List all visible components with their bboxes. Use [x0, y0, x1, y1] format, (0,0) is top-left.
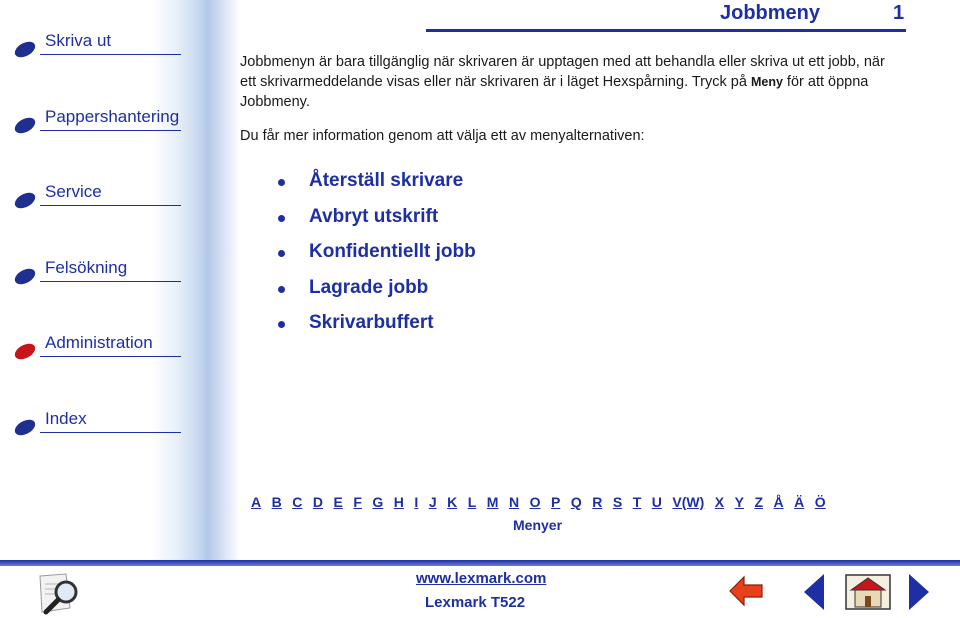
index-letter-link[interactable]: M [486, 494, 499, 510]
menyer-link[interactable]: Menyer [513, 517, 563, 533]
index-letter-link[interactable]: E [333, 494, 343, 510]
menu-option-avbryt-utskrift[interactable] [278, 206, 476, 242]
menu-option-label: Skrivarbuffert [309, 312, 434, 333]
bullet-icon [278, 215, 285, 222]
index-letter-link[interactable]: Å [773, 494, 784, 510]
index-letter-link[interactable]: Z [754, 494, 764, 510]
index-letter-link[interactable]: B [271, 494, 282, 510]
menu-key-label: Meny [750, 75, 783, 89]
index-letter-link[interactable]: F [353, 494, 362, 510]
lexmark-url-link[interactable]: www.lexmark.com [416, 570, 547, 587]
bullet-icon [278, 321, 285, 328]
divider [40, 356, 181, 357]
intro-paragraph [240, 52, 890, 112]
index-letter-link[interactable]: X [714, 494, 725, 510]
menu-option-label: Återställ skrivare [309, 170, 464, 191]
header-rule [426, 29, 906, 32]
sidebar-item-label: Service [45, 182, 102, 201]
sidebar-item-label: Skriva ut [45, 31, 112, 50]
bullet-icon [278, 286, 285, 293]
instruction-paragraph: Du får mer information genom att välja ett av menyalternativen: [240, 128, 645, 144]
alphabet-index [251, 494, 901, 510]
index-letter-link[interactable]: O [529, 494, 541, 510]
index-letter-link[interactable]: R [592, 494, 603, 510]
index-letter-link[interactable]: A [251, 494, 262, 510]
sidebar-item-administration[interactable] [14, 333, 184, 363]
divider [40, 130, 181, 131]
index-letter-link[interactable]: U [651, 494, 662, 510]
page-number: 1 [893, 2, 905, 24]
menu-option-lagrade-jobb[interactable] [278, 277, 476, 313]
nav-bullet-icon [12, 266, 38, 288]
previous-page-icon[interactable] [802, 572, 826, 612]
index-letter-link[interactable]: H [393, 494, 404, 510]
sidebar-item-skriva-ut[interactable] [14, 31, 184, 61]
menu-option-label: Avbryt utskrift [309, 205, 439, 227]
next-page-icon[interactable] [907, 572, 931, 612]
back-arrow-icon[interactable] [728, 574, 764, 608]
sidebar-item-felsokning[interactable] [14, 258, 184, 288]
product-name: Lexmark T522 [425, 594, 526, 611]
menu-option-konfidentiellt-jobb[interactable] [278, 241, 476, 277]
index-letter-link[interactable]: Q [570, 494, 582, 510]
menu-option-label: Lagrade jobb [309, 276, 429, 298]
index-letter-link[interactable]: Ö [814, 494, 826, 510]
sidebar-item-label: Index [45, 409, 87, 428]
menu-option-list [278, 170, 476, 348]
nav-bullet-icon [12, 417, 38, 439]
index-letter-link[interactable]: L [467, 494, 477, 510]
footer-bar [0, 560, 960, 618]
divider [40, 54, 181, 55]
nav-bullet-icon [12, 190, 38, 212]
bullet-icon [278, 250, 285, 257]
sidebar-item-label: Administration [45, 333, 153, 352]
divider [40, 281, 181, 282]
sidebar-item-label: Felsökning [45, 258, 128, 277]
home-icon[interactable] [845, 574, 891, 610]
menu-option-skrivarbuffert[interactable] [278, 312, 476, 348]
index-letter-link[interactable]: Ä [794, 494, 805, 510]
divider [40, 432, 181, 433]
index-letter-link[interactable]: K [447, 494, 458, 510]
index-letter-link[interactable]: V(W) [672, 494, 705, 510]
index-letter-link[interactable]: N [508, 494, 520, 510]
index-letter-link[interactable]: P [550, 494, 561, 510]
intro-text: Jobbmenyn är bara tillgänglig när skrivaren är upptagen med att behandla eller skriva ut ett jobb, när ett skrivarmeddelande visas eller när skrivaren är i läget Hexspårning. Tryck på [240, 54, 885, 90]
index-letter-link[interactable]: J [428, 494, 437, 510]
index-letter-link[interactable]: G [372, 494, 384, 510]
search-magnifier-icon[interactable] [36, 572, 86, 616]
menu-option-aterstall-skrivare[interactable] [278, 170, 476, 206]
intro-text-end: för att öppna Jobbmeny. [240, 74, 869, 110]
index-letter-link[interactable]: T [632, 494, 642, 510]
nav-bullet-icon [12, 115, 38, 137]
page-title: Jobbmeny [720, 2, 821, 24]
nav-bullet-icon [12, 39, 38, 61]
nav-bullet-active-icon [12, 341, 38, 363]
sidebar-item-pappershantering[interactable] [14, 107, 184, 137]
sidebar [0, 0, 240, 560]
bullet-icon [278, 179, 285, 186]
index-letter-link[interactable]: S [612, 494, 623, 510]
footer-rule [0, 560, 960, 566]
sidebar-item-service[interactable] [14, 182, 184, 212]
divider [40, 205, 181, 206]
sidebar-item-label: Pappershantering [45, 107, 180, 126]
index-letter-link[interactable]: Y [734, 494, 744, 510]
menu-option-label: Konfidentiellt jobb [309, 241, 476, 262]
index-letter-link[interactable]: I [414, 494, 419, 510]
sidebar-item-index[interactable] [14, 409, 184, 439]
index-letter-link[interactable]: D [312, 494, 323, 510]
index-letter-link[interactable]: C [292, 494, 303, 510]
